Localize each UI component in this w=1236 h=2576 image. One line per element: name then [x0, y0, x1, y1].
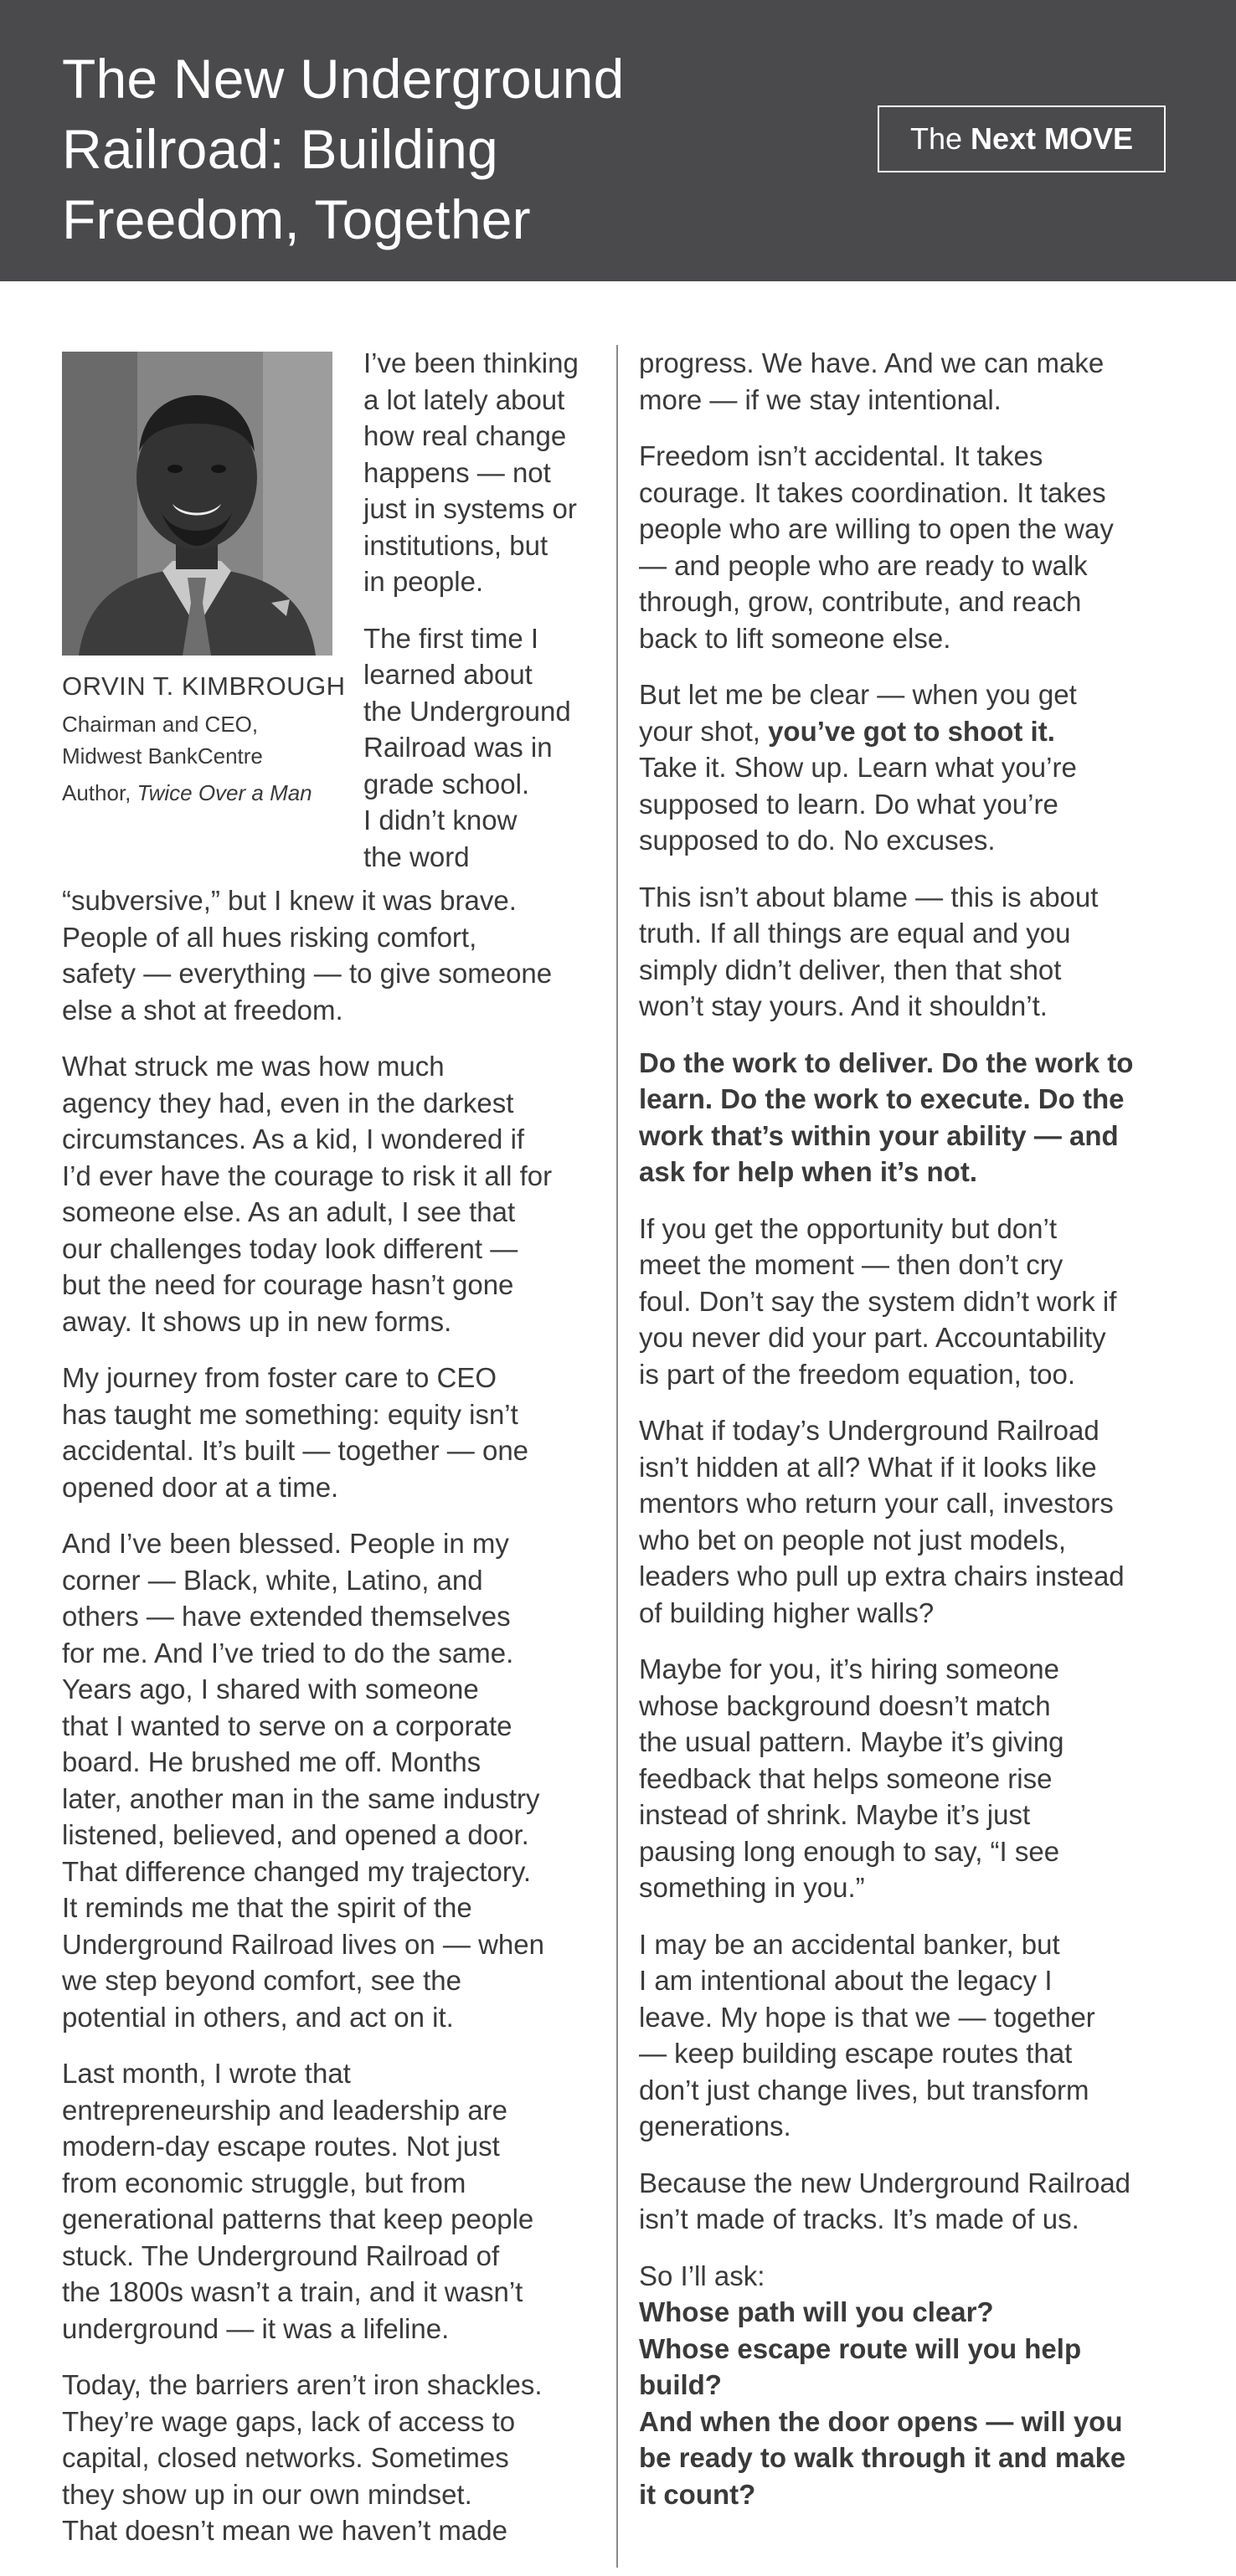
question-line: be ready to walk through it and make [639, 2442, 1126, 2473]
text-line: simply didn’t deliver, then that shot [639, 954, 1062, 985]
text-line: I may be an accidental banker, but [639, 1928, 1060, 1960]
text-line: you never did your part. Accountability [639, 1322, 1106, 1353]
text-line: capital, closed networks. Sometimes [62, 2442, 509, 2473]
text-line: the word [363, 841, 470, 872]
question-line: Whose path will you clear? [639, 2296, 994, 2327]
text-line: listened, believed, and opened a door. [62, 1819, 529, 1850]
text-line: But let me be clear — when you get [639, 679, 1077, 710]
text-line: People of all hues risking comfort, [62, 921, 477, 953]
text-line: a lot lately about [363, 383, 565, 415]
title-line: Railroad: Building [62, 118, 498, 180]
text-line: instead of shrink. Maybe it’s just [639, 1799, 1031, 1830]
text-line: Years ago, I shared with someone [62, 1674, 479, 1704]
right-column [639, 345, 1175, 2512]
text-line: whose background doesn’t match [639, 1689, 1051, 1721]
text-line: That doesn’t mean we haven’t made [62, 2515, 507, 2546]
text-line: generational patterns that keep people [62, 2203, 534, 2234]
text-line: institutions, but [363, 529, 548, 561]
text-line: through, grow, contribute, and reach [639, 586, 1082, 617]
text-line: isn’t made of tracks. It’s made of us. [639, 2203, 1079, 2234]
text-line: — keep building escape routes that [639, 2038, 1073, 2069]
paragraph [639, 1211, 1175, 1393]
author-title: Chairman and CEO, [62, 712, 259, 737]
text-line: generations. [639, 2111, 791, 2142]
left-column [62, 882, 598, 2549]
text-line: won’t stay yours. And it shouldn’t. [639, 990, 1048, 1021]
author-portrait [62, 352, 332, 656]
paragraph [639, 2165, 1175, 2238]
text-line: agency they had, even in the darkest [62, 1087, 514, 1118]
text-line: What if today’s Underground Railroad [639, 1415, 1100, 1446]
text-line: leaders who pull up extra chairs instead [639, 1561, 1125, 1591]
paragraph [62, 1525, 598, 2035]
text-line: Railroad was in [363, 732, 553, 763]
text-line: What struck me was how much [62, 1051, 445, 1082]
text-line: our challenges today look different — [62, 1232, 518, 1264]
text-line: that I wanted to serve on a corporate [62, 1710, 512, 1741]
text-line: from economic struggle, but from [62, 2167, 466, 2198]
text-line: don’t just change lives, but transform [639, 2074, 1089, 2106]
header-banner [0, 0, 1236, 281]
text-line: Do the work to deliver. Do the work to [639, 1046, 1134, 1078]
text-line: more — if we stay intentional. [639, 383, 1002, 415]
text-line: courage. It takes coordination. It takes [639, 476, 1106, 508]
text-span: your shot, [639, 715, 769, 747]
text-line: If you get the opportunity but don’t [639, 1212, 1058, 1244]
question-line: it count? [639, 2478, 756, 2510]
text-line: entrepreneurship and leadership are [62, 2094, 508, 2126]
portrait-illustration [62, 352, 332, 656]
text-line: leave. My hope is that we — together [639, 2001, 1095, 2033]
text-line: meet the moment — then don’t cry [639, 1249, 1063, 1280]
paragraph [639, 676, 1175, 859]
text-line: Take it. Show up. Learn what you’re [639, 752, 1077, 783]
question-line: And when the door opens — will you [639, 2405, 1123, 2437]
author-book [62, 779, 338, 807]
text-line: just in systems or [363, 493, 577, 524]
text-line: accidental. It’s built — together — one [62, 1435, 529, 1466]
text-line: Maybe for you, it’s hiring someone [639, 1653, 1059, 1684]
text-line: I am intentional about the legacy I [639, 1965, 1053, 1996]
column-badge [878, 105, 1166, 172]
question-line: build? [639, 2369, 722, 2400]
text-line: That difference changed my trajectory. [62, 1855, 532, 1887]
text-line: others — have extended themselves [62, 1601, 511, 1632]
text-line: circumstances. As a kid, I wondered if [62, 1123, 525, 1154]
text-line: I’ve been thinking [363, 347, 579, 378]
paragraph [639, 1412, 1175, 1631]
text-line: — and people who are ready to walk [639, 549, 1088, 581]
text-line: in people. [363, 566, 484, 597]
question-line: Whose escape route will you help [639, 2332, 1082, 2364]
text-line: someone else. As an adult, I see that [62, 1196, 516, 1227]
article-title [62, 44, 816, 255]
text-line: Today, the barriers aren’t iron shackles. [62, 2369, 543, 2400]
paragraph [62, 2367, 598, 2549]
text-line: opened door at a time. [62, 1471, 339, 1503]
text-line: Last month, I wrote that [62, 2058, 351, 2089]
text-line: has taught me something: equity isn’t [62, 1398, 518, 1430]
paragraph [363, 620, 606, 876]
text-line: the 1800s wasn’t a train, and it wasn’t [62, 2276, 523, 2307]
text-line: but the need for courage hasn’t gone [62, 1269, 514, 1300]
text-line: the usual pattern. Maybe it’s giving [639, 1726, 1064, 1757]
text-line: Freedom isn’t accidental. It takes [639, 440, 1043, 471]
intro-text [363, 345, 606, 875]
paragraph [639, 879, 1175, 1025]
text-line: happens — not [363, 456, 551, 488]
paragraph [639, 1651, 1175, 1906]
text-line: is part of the freedom equation, too. [639, 1358, 1075, 1390]
text-line: for me. And I’ve tried to do the same. [62, 1637, 514, 1668]
text-line: They’re wage gaps, lack of access to [62, 2405, 516, 2437]
text-line: grade school. [363, 768, 530, 800]
text-line: board. He brushed me off. Months [62, 1746, 482, 1777]
author-book-prefix: Author, [62, 780, 137, 805]
text-line: supposed to learn. Do what you’re [639, 788, 1058, 820]
badge-prefix: The [909, 121, 971, 156]
column-divider [616, 345, 618, 2568]
text-line [639, 713, 1175, 750]
text-line: learn. Do the work to execute. Do the [639, 1083, 1125, 1114]
text-line: potential in others, and act on it. [62, 2001, 454, 2033]
badge-bold: Next MOVE [971, 121, 1134, 156]
text-line: who bet on people not just models, [639, 1524, 1067, 1555]
text-line: the Underground [363, 695, 571, 727]
text-line: else a shot at freedom. [62, 994, 343, 1026]
paragraph [639, 345, 1175, 418]
paragraph [62, 2055, 598, 2347]
text-line: of building higher walls? [639, 1597, 935, 1628]
text-line: underground — it was a lifeline. [62, 2312, 450, 2344]
text-line: My journey from foster care to CEO [62, 1362, 497, 1393]
text-line: people who are willing to open the way [639, 513, 1114, 544]
text-line: later, another man in the same industry [62, 1782, 540, 1814]
bold-callout-paragraph [639, 1045, 1175, 1190]
paragraph [363, 345, 606, 600]
text-line: how real change [363, 420, 567, 451]
title-line: The New Underground [62, 48, 625, 110]
title-line: Freedom, Together [62, 188, 531, 250]
text-line: Because the new Underground Railroad [639, 2167, 1131, 2198]
author-book-title: Twice Over a Man [136, 780, 312, 805]
paragraph [62, 1048, 598, 1339]
text-line: ask for help when it’s not. [639, 1156, 977, 1187]
text-line: supposed to do. No excuses. [639, 825, 996, 856]
text-line: they show up in our own mindset. [62, 2478, 472, 2510]
text-line: I didn’t know [363, 805, 518, 836]
paragraph [639, 1926, 1175, 2145]
paragraph [62, 1360, 598, 1505]
author-company: Midwest BankCentre [62, 743, 263, 769]
text-line: away. It shows up in new forms. [62, 1305, 452, 1337]
text-line: progress. We have. And we can make [639, 347, 1105, 378]
emphasis-text: you’ve got to shoot it. [768, 715, 1055, 747]
text-line: foul. Don’t say the system didn’t work if [639, 1285, 1117, 1317]
text-line: safety — everything — to give someone [62, 958, 553, 989]
paragraph [639, 438, 1175, 656]
text-line: something in you.” [639, 1872, 865, 1903]
text-line: stuck. The Underground Railroad of [62, 2239, 500, 2271]
text-line: modern-day escape routes. Not just [62, 2131, 500, 2162]
text-line: And I’ve been blessed. People in my [62, 1528, 509, 1559]
text-line: feedback that helps someone rise [639, 1762, 1053, 1794]
text-line: work that’s within your ability — and [639, 1119, 1119, 1151]
text-line: mentors who return your call, investors [639, 1488, 1114, 1519]
text-line: It reminds me that the spirit of the [62, 1892, 472, 1923]
text-line: we step beyond comfort, see the [62, 1965, 461, 1996]
text-line: “subversive,” but I knew it was brave. [62, 885, 517, 916]
text-line: So I’ll ask: [639, 2260, 765, 2291]
text-line: isn’t hidden at all? What if it looks like [639, 1451, 1097, 1483]
text-line: back to lift someone else. [639, 622, 951, 654]
text-line: learned about [363, 659, 533, 690]
closing-questions [639, 2258, 1175, 2513]
paragraph [62, 882, 598, 1028]
text-line: The first time I [363, 622, 539, 654]
text-line: corner — Black, white, Latino, and [62, 1564, 483, 1596]
text-line: pausing long enough to say, “I see [639, 1835, 1060, 1867]
author-name: ORVIN T. KIMBROUGH [62, 671, 346, 701]
text-line: truth. If all things are equal and you [639, 918, 1071, 949]
text-line: This isn’t about blame — this is about [639, 881, 1099, 913]
text-line: I’d ever have the courage to risk it all for [62, 1159, 553, 1191]
text-line: Underground Railroad lives on — when [62, 1928, 544, 1960]
